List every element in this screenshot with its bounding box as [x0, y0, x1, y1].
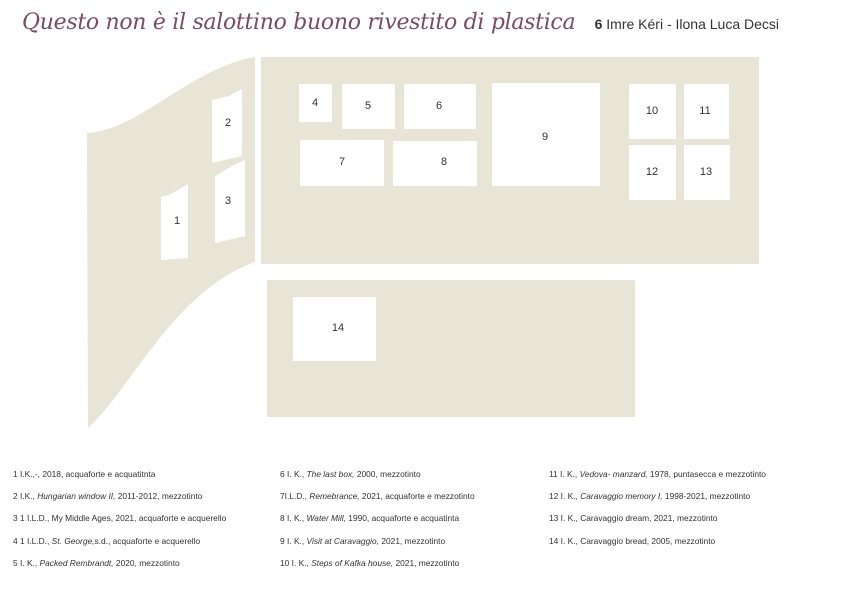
page-title: Questo non è il salottino buono rivestito di plastica: [22, 10, 576, 35]
artwork-label: 4: [311, 96, 319, 109]
legend-entry: 5 I. K., Packed Rembrandt, 2020, mezzotinto: [13, 557, 180, 568]
artwork-label: 13: [699, 165, 713, 178]
legend-entry: 10 I. K., Steps of Kafka house, 2021, mezzotinto: [280, 557, 460, 568]
legend-entry: 8 I. K., Water Mill, 1990, acquaforte e acquatinta: [280, 513, 460, 524]
legend-entry: 13 I. K., Caravaggio dream, 2021, mezzotinto: [549, 513, 718, 524]
artwork-label: 3: [224, 194, 232, 207]
artwork-label: 11: [699, 104, 711, 117]
legend-column-1: [13, 463, 226, 574]
legend-entry: 1 I.K.,-, 2018, acquaforte e acquatitnta: [13, 469, 156, 479]
artwork-8[interactable]: [393, 141, 477, 186]
legend-column-2: [280, 463, 475, 574]
artwork-label: 14: [331, 321, 345, 334]
legend-entry: 12 I. K., Caravaggio memory I, 1998-2021, mezzotinto: [549, 491, 751, 502]
artwork-label: 8: [440, 155, 448, 168]
legend-entry: 6 I. K., The last box, 2000, mezzotinto: [280, 469, 421, 479]
legend-entry: 14 I. K., Caravaggio bread, 2005, mezzotinto: [549, 535, 716, 546]
artwork-label: 6: [435, 99, 443, 112]
artwork-label: 12: [645, 165, 659, 178]
artwork-label: 9: [541, 130, 549, 143]
artists-names: Imre Kéri - Ilona Luca Decsi: [606, 16, 779, 32]
artwork-label: 2: [224, 116, 232, 129]
artwork-label: 10: [645, 104, 659, 117]
artwork-label: 7: [338, 155, 346, 168]
legend-entry: 2 I.K., Hungarian window II, 2011-2012, mezzotinto: [13, 491, 203, 502]
artwork-label: 5: [364, 99, 372, 112]
legend-entry: 4 1 I.L.D., St. George,s.d., acquaforte e acquerello: [13, 535, 201, 546]
room-number: 6: [594, 16, 603, 32]
legend-column-3: [549, 463, 766, 552]
artwork-label: 1: [173, 214, 181, 227]
legend-entry: 7I.L.D., Remebrance, 2021, acquaforte e mezzotinto: [280, 491, 475, 502]
legend-entry: 9 I. K., Visit at Caravaggio, 2021, mezzotinto: [280, 535, 446, 546]
legend-entry: 11 I. K., Vedova- manzard, 1978, puntasecca e mezzotinto: [549, 469, 766, 479]
legend-entry: 3 1 I.L.D., My Middle Ages, 2021, acquaforte e acquerello: [13, 513, 227, 524]
